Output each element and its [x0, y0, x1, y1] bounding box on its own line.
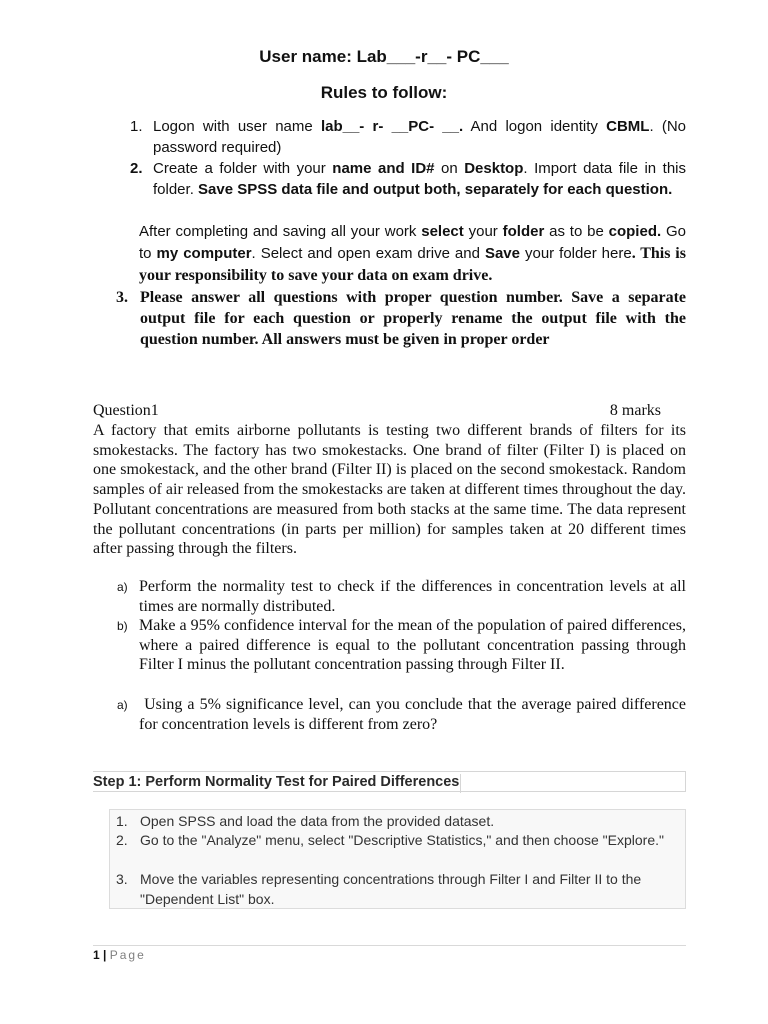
rule-note: After completing and saving all your work select your folder as to be copied. Go to my computer. Select and open exam drive and Save your folder here. This is your responsibility to save your data on exam drive. — [139, 223, 686, 284]
page-separator: | — [99, 948, 110, 962]
page-number: 1 — [93, 948, 100, 962]
page-footer — [93, 948, 146, 962]
rules-heading: Rules to follow: — [320, 83, 448, 102]
step-1-instructions-box — [109, 809, 686, 909]
rule-text: Please answer all questions with proper question number. Save a separate output file for each question or properly rename the output file with the question number. All answers must be given in proper order — [140, 289, 686, 348]
question-text: A factory that emits airborne pollutants is testing two different brands of filters for its smokestacks. The factory has two smokestacks. One brand of filter (Filter I) is placed on one smokestack, and the other brand (Filter II) is placed on the second smokestack. Random samples of air released from the smokestacks are taken at different times throughout the day. Pollutant concentrations are measured from both stacks at the same time. The data represent the pollutant concentrations (in parts per million) for samples taken at 20 different times after passing through the filters. — [93, 422, 686, 558]
part-text: Make a 95% confidence interval for the mean of the population of paired differences, where a paired difference is equal to the pollutant concentration passing through Filter I minus the pollutant concentration passing through Filter II. — [139, 617, 686, 674]
user-name-heading: User name: Lab___-r__- PC___ — [259, 47, 509, 66]
step-1-heading-bar — [93, 771, 686, 792]
question-part-a — [117, 577, 686, 616]
part-label: b) — [117, 619, 128, 633]
list-item: 1. Open SPSS and load the data from the provided dataset. — [116, 813, 495, 829]
part-text: Using a 5% significance level, can you conclude that the average paired difference for concentration levels is different from zero? — [139, 696, 691, 733]
list-item: 3. Move the variables representing concentrations through Filter I and Filter II to the "Dependent List" box. — [116, 871, 642, 907]
rule-text: Create a folder with your name and ID# on Desktop. Import data file in this folder. Save SPSS data file and output both, separately for each question. — [153, 160, 686, 198]
part-text: Perform the normality test to check if the differences in concentration levels at all times are normally distributed. — [139, 578, 686, 615]
question-marks: 8 marks — [609, 402, 661, 419]
heading-bar-edge — [685, 772, 686, 791]
rule-text: Logon with user name lab__- r- __PC- __. And logon identity CBML. (No password required) — [153, 118, 686, 156]
rule-item-1 — [130, 116, 686, 158]
part-label: a) — [117, 580, 128, 594]
rule-item-3 — [116, 287, 686, 350]
question-title: Question1 — [93, 402, 159, 419]
question-part-c — [117, 695, 691, 734]
question-part-b — [117, 616, 686, 675]
step-1-title: Step 1: Perform Normality Test for Paired Differences — [93, 774, 461, 793]
part-label: a) — [117, 698, 128, 712]
list-item: 2. Go to the "Analyze" menu, select "Descriptive Statistics," and then choose "Explore." — [116, 832, 664, 848]
question-header — [93, 401, 661, 421]
rule-number: 2. — [130, 160, 143, 177]
footer-divider — [93, 945, 686, 946]
page-label: Page — [109, 948, 146, 962]
rule-item-2 — [130, 158, 686, 200]
rule-number: 1. — [130, 118, 143, 135]
rule-number: 3. — [116, 289, 128, 306]
